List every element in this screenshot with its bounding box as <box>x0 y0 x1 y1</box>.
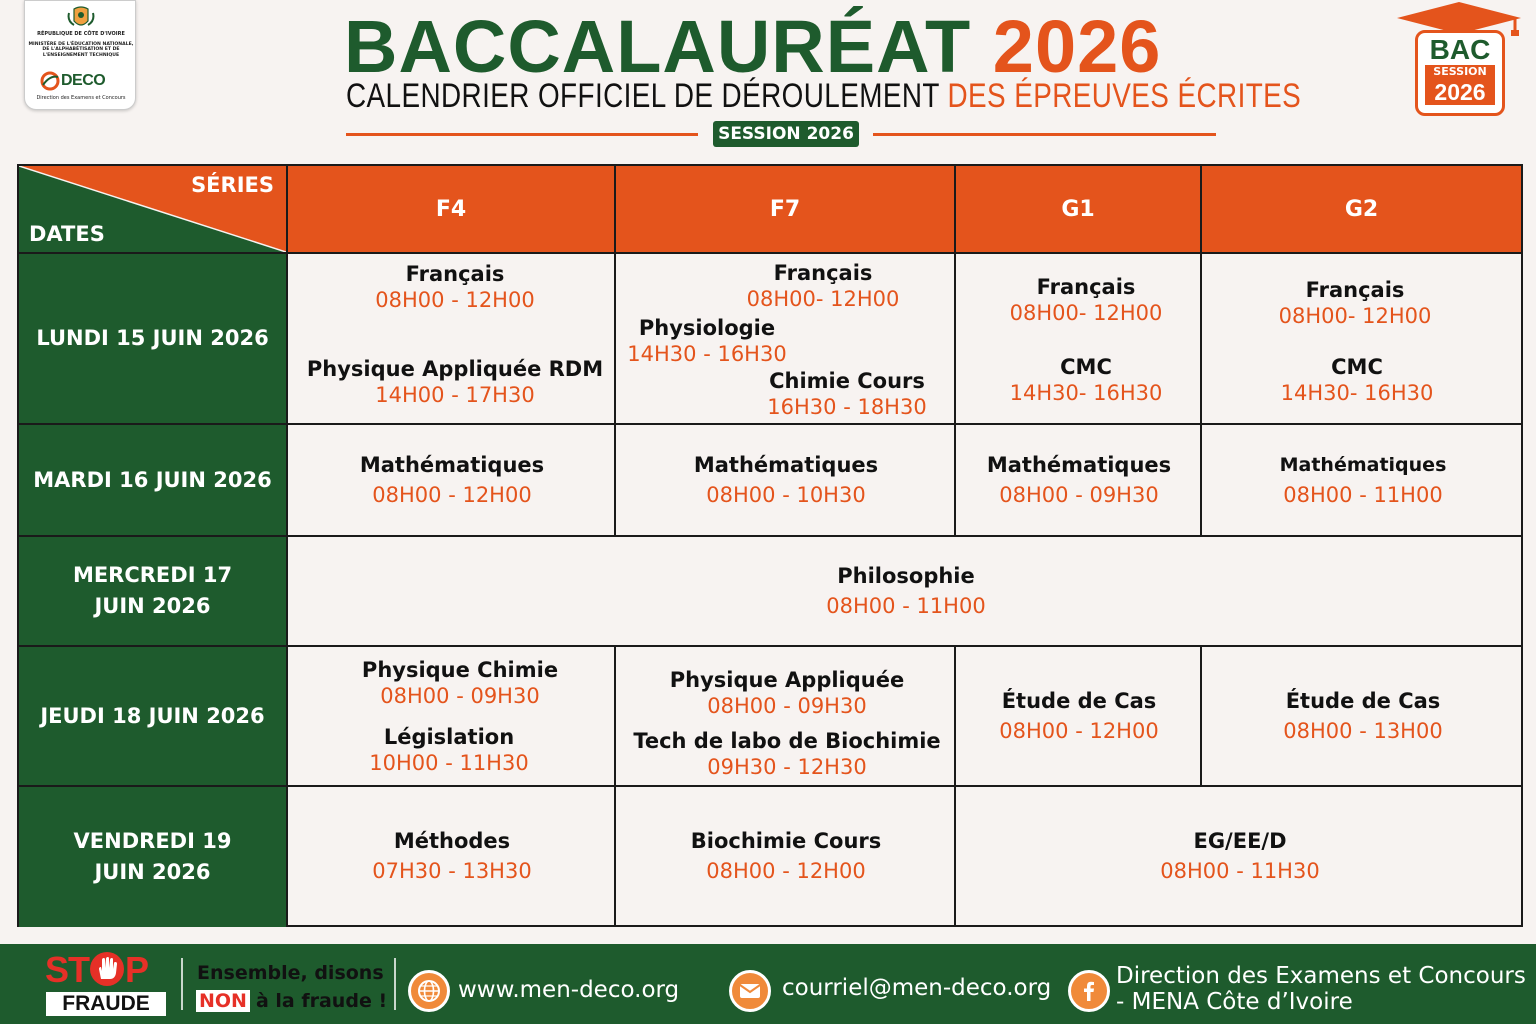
exam-entry <box>999 689 1158 744</box>
exam-time: 14H00 - 17H30 <box>375 383 535 407</box>
dates-label: DATES <box>29 222 105 246</box>
exam-subject: Physique Chimie <box>361 658 559 682</box>
exam-subject: Mathématiques <box>693 453 879 477</box>
exam-subject: Français <box>1305 278 1405 302</box>
deco-brand <box>39 71 105 91</box>
exam-time: 14H30- 16H30 <box>1009 381 1163 405</box>
column-header-g2: G2 <box>1202 166 1521 254</box>
table-corner <box>19 166 288 254</box>
exam-subject: CMC <box>1060 355 1112 379</box>
exam-time: 08H00 - 11H00 <box>1283 483 1443 507</box>
page-title <box>344 5 1162 88</box>
exam-entry <box>767 369 926 420</box>
footer-separator <box>181 958 183 1010</box>
globe-icon <box>408 970 450 1012</box>
exam-entry <box>369 725 528 776</box>
column-header-f7: F7 <box>616 166 956 254</box>
bac-word: BAC <box>1429 34 1491 65</box>
exam-calendar-table <box>17 164 1523 927</box>
exam-subject: Français <box>1036 275 1136 299</box>
facebook-icon <box>1068 970 1110 1012</box>
series-label: SÉRIES <box>191 173 274 197</box>
exam-time: 08H00 - 11H30 <box>1160 859 1320 883</box>
exam-subject: Physique Appliquée RDM <box>306 357 604 381</box>
coat-of-arms-icon <box>66 5 96 31</box>
fraude-label: FRAUDE <box>46 992 166 1016</box>
exam-entry <box>1281 355 1434 406</box>
bac-year: 2026 <box>1425 79 1495 105</box>
subtitle-orange: DES ÉPREUVES ÉCRITES <box>947 77 1302 115</box>
exam-entry <box>691 829 882 884</box>
slogan-line1: Ensemble, disons <box>197 962 384 984</box>
exam-subject: Physique Appliquée <box>669 668 905 692</box>
slogan-non: NON <box>196 990 250 1012</box>
republic-text: RÉPUBLIQUE DE CÔTE D'IVOIRE <box>37 31 125 37</box>
exam-time: 08H00- 12H00 <box>1009 301 1163 325</box>
title-year: 2026 <box>992 5 1162 88</box>
column-header-f4: F4 <box>288 166 616 254</box>
exam-subject: Chimie Cours <box>769 369 925 393</box>
session-badge: SESSION 2026 <box>713 121 859 147</box>
exam-time: 08H00 - 09H30 <box>707 694 867 718</box>
exam-time: 14H30 - 16H30 <box>627 342 787 366</box>
bac-session-word: SESSION <box>1425 65 1495 79</box>
exam-entry <box>627 316 786 367</box>
exam-entry <box>375 262 534 313</box>
divider-left <box>346 133 698 136</box>
page-subtitle <box>346 77 1301 116</box>
exam-entry <box>1160 829 1319 884</box>
hand-stop-icon <box>90 952 124 986</box>
exam-entry <box>1280 453 1447 508</box>
slogan-rest: à la fraude ! <box>255 990 388 1012</box>
exam-time: 08H00- 12H00 <box>1278 304 1432 328</box>
exam-entry <box>826 564 985 619</box>
exam-entry <box>372 829 531 884</box>
exam-time: 10H00 - 11H30 <box>369 751 529 775</box>
bac-session-logo <box>1397 0 1525 120</box>
exam-entry <box>633 729 940 780</box>
exam-time: 08H00 - 11H00 <box>826 594 986 618</box>
exam-entry <box>360 453 544 508</box>
subtitle-black: CALENDRIER OFFICIEL DE DÉROULEMENT <box>346 77 940 115</box>
exam-subject: Physiologie <box>638 316 776 340</box>
stop-logo <box>45 950 148 990</box>
exam-subject: CMC <box>1331 355 1383 379</box>
title-baccalaureat: BACCALAURÉAT <box>344 5 972 88</box>
exam-time: 08H00 - 12H00 <box>375 288 535 312</box>
stop-text-left: ST <box>45 949 90 990</box>
exam-entry <box>1283 689 1442 744</box>
date-mercredi: MERCREDI 17 JUIN 2026 <box>19 537 288 647</box>
exam-entry <box>1010 355 1163 406</box>
footer-separator <box>394 958 396 1010</box>
exam-subject: Mathématiques <box>359 453 545 477</box>
exam-entry <box>362 658 558 709</box>
exam-entry <box>670 668 904 719</box>
date-mardi: MARDI 16 JUIN 2026 <box>19 425 288 537</box>
exam-time: 08H00 - 12H00 <box>706 859 866 883</box>
exam-time: 08H00 - 09H30 <box>380 684 540 708</box>
exam-subject: Français <box>405 262 505 286</box>
slogan-line2 <box>196 990 387 1012</box>
exam-time: 09H30 - 12H30 <box>707 755 867 779</box>
divider-right <box>873 133 1216 136</box>
facebook-line2: - MENA Côte d’Ivoire <box>1116 989 1353 1015</box>
exam-entry <box>747 261 900 312</box>
exam-time: 16H30 - 18H30 <box>767 395 927 419</box>
exam-time: 08H00 - 09H30 <box>999 483 1159 507</box>
date-vendredi: VENDREDI 19 JUIN 2026 <box>19 787 288 927</box>
exam-time: 14H30- 16H30 <box>1280 381 1434 405</box>
exam-subject: Mathématiques <box>986 453 1172 477</box>
exam-entry <box>987 453 1171 508</box>
exam-time: 08H00- 12H00 <box>746 287 900 311</box>
exam-entry <box>307 357 603 408</box>
exam-subject: Français <box>773 261 873 285</box>
date-jeudi: JEUDI 18 JUIN 2026 <box>19 647 288 787</box>
exam-subject: EG/EE/D <box>1193 829 1287 853</box>
email-link[interactable]: courriel@men-deco.org <box>782 975 1052 1001</box>
deco-logo-text: DECO <box>61 72 106 89</box>
exam-entry <box>694 453 878 508</box>
deco-swoosh-icon <box>39 71 61 91</box>
bac-badge <box>1415 30 1505 116</box>
exam-time: 08H00 - 10H30 <box>706 483 866 507</box>
ministry-text: MINISTÈRE DE L'ÉDUCATION NATIONALE, DE L'ALPHABÉTISATION ET DE L'ENSEIGNEMENT TECHNIQUE <box>28 42 134 58</box>
direction-text: Direction des Examens et Concours <box>36 95 126 101</box>
facebook-link[interactable] <box>1116 963 1526 1015</box>
exam-subject: Philosophie <box>837 564 975 588</box>
exam-subject: Biochimie Cours <box>690 829 882 853</box>
exam-time: 08H00 - 12H00 <box>372 483 532 507</box>
exam-subject: Étude de Cas <box>1285 689 1441 713</box>
column-header-g1: G1 <box>956 166 1202 254</box>
exam-subject: Législation <box>383 725 515 749</box>
exam-time: 08H00 - 12H00 <box>999 719 1159 743</box>
envelope-icon <box>729 970 771 1012</box>
website-link[interactable]: www.men-deco.org <box>458 977 680 1003</box>
exam-subject: Méthodes <box>393 829 511 853</box>
exam-subject: Étude de Cas <box>1001 689 1157 713</box>
exam-subject: Mathématiques <box>1279 454 1447 476</box>
exam-subject: Tech de labo de Biochimie <box>633 729 941 753</box>
date-lundi: LUNDI 15 JUIN 2026 <box>19 254 288 425</box>
exam-time: 08H00 - 13H00 <box>1283 719 1443 743</box>
exam-time: 07H30 - 13H30 <box>372 859 532 883</box>
exam-entry <box>1010 275 1163 326</box>
exam-entry <box>1279 278 1432 329</box>
ministry-logo <box>24 0 136 110</box>
stop-text-right: P <box>125 949 149 990</box>
facebook-line1: Direction des Examens et Concours <box>1116 963 1526 989</box>
